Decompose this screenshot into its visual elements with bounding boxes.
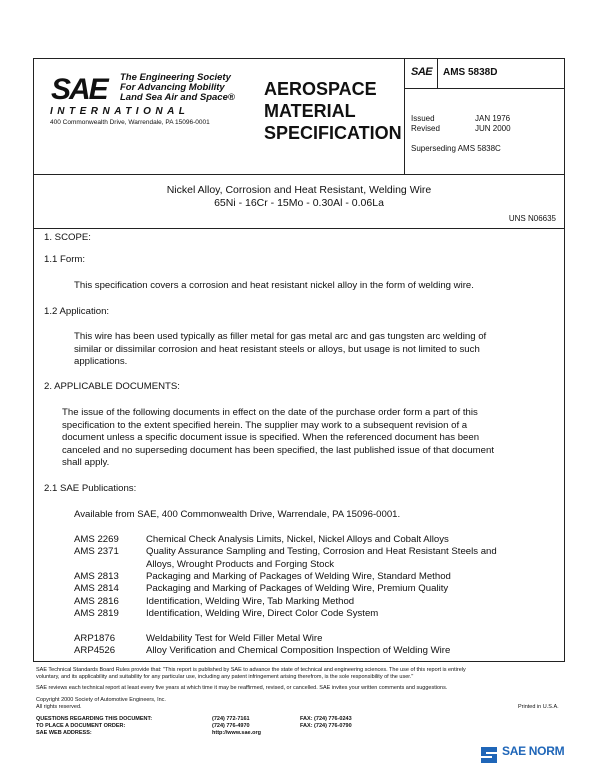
publisher-address: 400 Commonwealth Drive, Warrendale, PA 15096-0001 xyxy=(50,119,210,126)
doc-title: Quality Assurance Sampling and Testing, Corrosion and Heat Resistant Steels and xyxy=(146,546,497,557)
superseding-note: Superseding AMS 5838C xyxy=(411,144,501,153)
specification-title xyxy=(34,175,564,229)
paragraph-line: specification to the extent specified herein. The supplier may work to a subsequent revision of a xyxy=(62,420,468,431)
society-line: For Advancing Mobility xyxy=(120,82,225,93)
document-type-line: MATERIAL xyxy=(264,101,356,121)
printed-in: Printed in U.S.A. xyxy=(518,704,559,710)
document-frame xyxy=(33,58,565,662)
contact-fax: FAX: (724) 776-0243 xyxy=(300,716,352,722)
contact-fax: FAX: (724) 776-0790 xyxy=(300,723,352,729)
doc-title: Weldability Test for Weld Filler Metal Wire xyxy=(146,633,323,644)
divider xyxy=(437,59,438,89)
section-heading: 2. APPLICABLE DOCUMENTS: xyxy=(44,381,180,392)
doc-title: Identification, Welding Wire, Tab Marking Method xyxy=(146,596,355,607)
society-tagline xyxy=(120,73,235,103)
copyright-line: Copyright 2000 Society of Automotive Engineers, Inc. xyxy=(36,697,166,703)
contact-label: TO PLACE A DOCUMENT ORDER: xyxy=(36,723,126,729)
copyright-line: All rights reserved. xyxy=(36,704,82,710)
subsection-heading: 1.2 Application: xyxy=(44,306,110,317)
sae-norm-logo-icon xyxy=(478,743,500,767)
international-label: INTERNATIONAL xyxy=(50,106,190,117)
doc-code: AMS 2819 xyxy=(74,608,119,619)
doc-code: AMS 2269 xyxy=(74,534,119,545)
contact-phone: (724) 776-4970 xyxy=(212,723,250,729)
section-heading: 1. SCOPE: xyxy=(44,232,91,243)
paragraph-line: similar or dissimilar corrosion and heat resistant steels or alloys, but usage is not limited to such xyxy=(74,344,480,355)
society-line: The Engineering Society xyxy=(120,72,231,83)
doc-code: ARP1876 xyxy=(74,633,116,644)
document-type-line: AEROSPACE xyxy=(264,79,377,99)
doc-code: AMS 2814 xyxy=(74,583,119,594)
watermark-text: SAE NORM xyxy=(502,744,565,758)
title-line-2: 65Ni - 16Cr - 15Mo - 0.30Al - 0.06La xyxy=(214,197,384,209)
contact-label: SAE WEB ADDRESS: xyxy=(36,730,92,736)
doc-title: Chemical Check Analysis Limits, Nickel, Nickel Alloys and Cobalt Alloys xyxy=(146,534,449,545)
sae-norm-watermark xyxy=(478,742,594,770)
subsection-heading: 2.1 SAE Publications: xyxy=(44,483,137,494)
doc-title: Packaging and Marking of Packages of Welding Wire, Premium Quality xyxy=(146,583,449,594)
document-header xyxy=(34,59,564,175)
ams-number-box xyxy=(405,59,564,89)
paragraph-line: Available from SAE, 400 Commonwealth Drive, Warrendale, PA 15096-0001. xyxy=(74,509,401,520)
contact-label: QUESTIONS REGARDING THIS DOCUMENT: xyxy=(36,716,153,722)
contact-phone: (724) 772-7161 xyxy=(212,716,250,722)
web-address-link[interactable]: http://www.sae.org xyxy=(212,730,261,736)
revised-date: JUN 2000 xyxy=(475,124,511,133)
ams-number: AMS 5838D xyxy=(443,67,498,78)
footer-notice-line: SAE Technical Standards Board Rules provide that: "This report is published by SAE to advance the state of technical and engineering sciences. The use of this report is entirely xyxy=(36,667,466,673)
paragraph-line: The issue of the following documents in effect on the date of the purchase order form a part of this xyxy=(62,407,478,418)
sae-logo: SAE xyxy=(51,73,107,106)
document-type-line: SPECIFICATION xyxy=(264,123,402,143)
publisher-block xyxy=(34,59,404,175)
paragraph-line: canceled and no superseding document has been specified, the last published issue of that document xyxy=(62,445,495,456)
doc-code: ARP4526 xyxy=(74,645,116,656)
title-line-1: Nickel Alloy, Corrosion and Heat Resistant, Welding Wire xyxy=(166,184,432,196)
issued-date: JAN 1976 xyxy=(475,114,511,123)
paragraph-line: applications. xyxy=(74,356,128,367)
society-line: Land Sea Air and Space® xyxy=(120,92,235,103)
issued-label: Issued xyxy=(411,114,435,123)
sae-mark: SAE xyxy=(411,66,433,78)
doc-title: Packaging and Marking of Packages of Welding Wire, Standard Method xyxy=(146,571,451,582)
paragraph-line: This specification covers a corrosion and heat resistant nickel alloy in the form of welding wire. xyxy=(74,280,474,291)
doc-title: Alloy Verification and Chemical Composition Inspection of Welding Wire xyxy=(146,645,451,656)
doc-title: Identification, Welding Wire, Direct Color Code System xyxy=(146,608,379,619)
doc-code: AMS 2371 xyxy=(74,546,119,557)
paragraph-line: This wire has been used typically as filler metal for gas metal arc and gas tungsten arc welding of xyxy=(74,331,487,342)
subsection-heading: 1.1 Form: xyxy=(44,254,86,265)
paragraph-line: shall apply. xyxy=(62,457,110,468)
document-metadata xyxy=(404,59,564,175)
doc-title: Alloys, Wrought Products and Forging Stock xyxy=(146,559,335,570)
paragraph-line: document unless a specific document issue is specified. When the referenced document has been xyxy=(62,432,480,443)
footer-notice-line: voluntary, and its applicability and suitability for any particular use, including any patent infringement arising therefrom, is the sole responsibility of the user." xyxy=(36,674,414,680)
footer-review-note: SAE reviews each technical report at least every five years at which time it may be reaffirmed, revised, or cancelled. SAE invites your written comments and suggestions. xyxy=(36,685,448,691)
revised-label: Revised xyxy=(411,124,440,133)
doc-code: AMS 2816 xyxy=(74,596,119,607)
doc-code: AMS 2813 xyxy=(74,571,119,582)
uns-number: UNS N06635 xyxy=(508,214,556,223)
document-type xyxy=(264,78,402,144)
